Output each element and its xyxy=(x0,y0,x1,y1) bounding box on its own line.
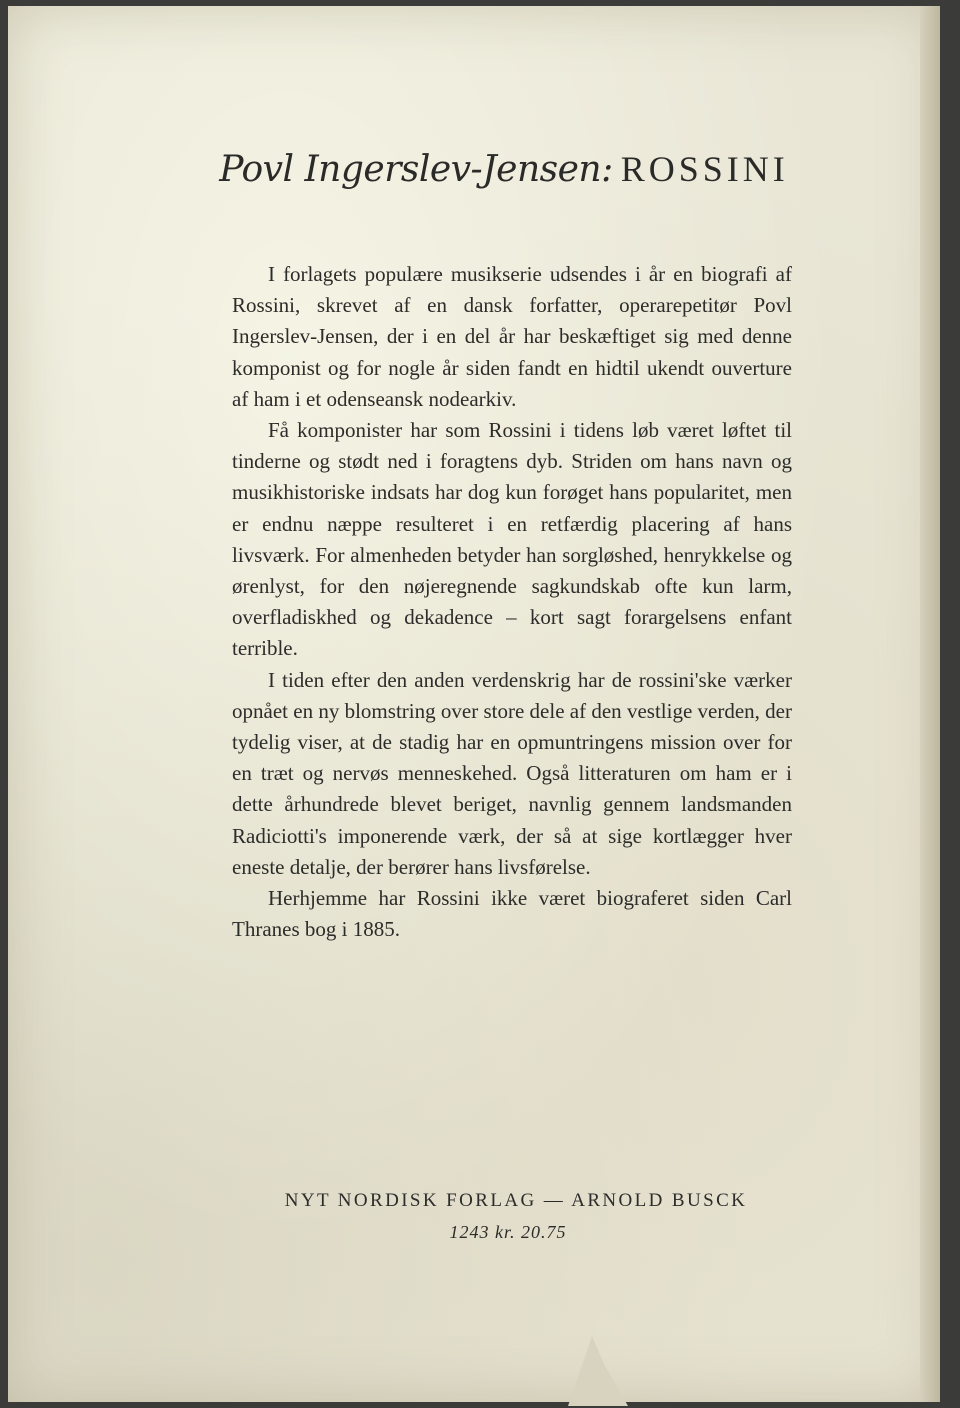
blurb-paragraph: Få komponister har som Rossini i tidens løb været løftet til tinderne og stødt ned i foragtens dyb. Striden om hans navn og musikhistoriske indsats har dog kun forøget hans popularitet, men er endnu næppe resulteret i en retfærdig placering af hans livsværk. For almenheden betyder han sorgløshed, henrykkelse og ørenlyst, for den nøjeregnende sagkundskab ofte kun larm, overfladiskhed og dekadence – kort sagt forargelsens enfant terrible. xyxy=(232,418,792,661)
author-name: Povl Ingerslev-Jensen: xyxy=(219,149,613,190)
publisher-line: NYT NORDISK FORLAG — ARNOLD BUSCK xyxy=(284,1190,748,1211)
blurb-text xyxy=(232,259,792,945)
blurb-paragraph: I forlagets populære musikserie udsendes i år en biografi af Rossini, skrevet af en dansk forfatter, operarepetitør Povl Ingerslev-Jensen, der i en del år har beskæftiget sig med denne komponist og for nogle år siden fandt en hidtil ukendt ouverture af ham i et odenseansk nodearkiv. xyxy=(232,262,792,411)
blurb-paragraph: Herhjemme har Rossini ikke været biograferet siden Carl Thranes bog i 1885. xyxy=(232,886,792,942)
price-line: 1243 kr. 20.75 xyxy=(449,1222,567,1242)
blurb-paragraph: I tiden efter den anden verdenskrig har de rossini'ske værker opnået en ny blomstring over store dele af den vestlige verden, der tydelig viser, at de stadig har en opmuntringens mission over for en træt og nervøs menneskehed. Også litteraturen om ham er i dette århundrede blevet beriget, navnlig gennem landsmanden Radiciotti's imponerende værk, der så at sige kortlægger hver eneste detalje, der berører hans livsførelse. xyxy=(232,667,792,879)
cover-heading xyxy=(0,148,960,190)
torn-corner xyxy=(568,1336,628,1406)
book-title: ROSSINI xyxy=(620,149,789,189)
